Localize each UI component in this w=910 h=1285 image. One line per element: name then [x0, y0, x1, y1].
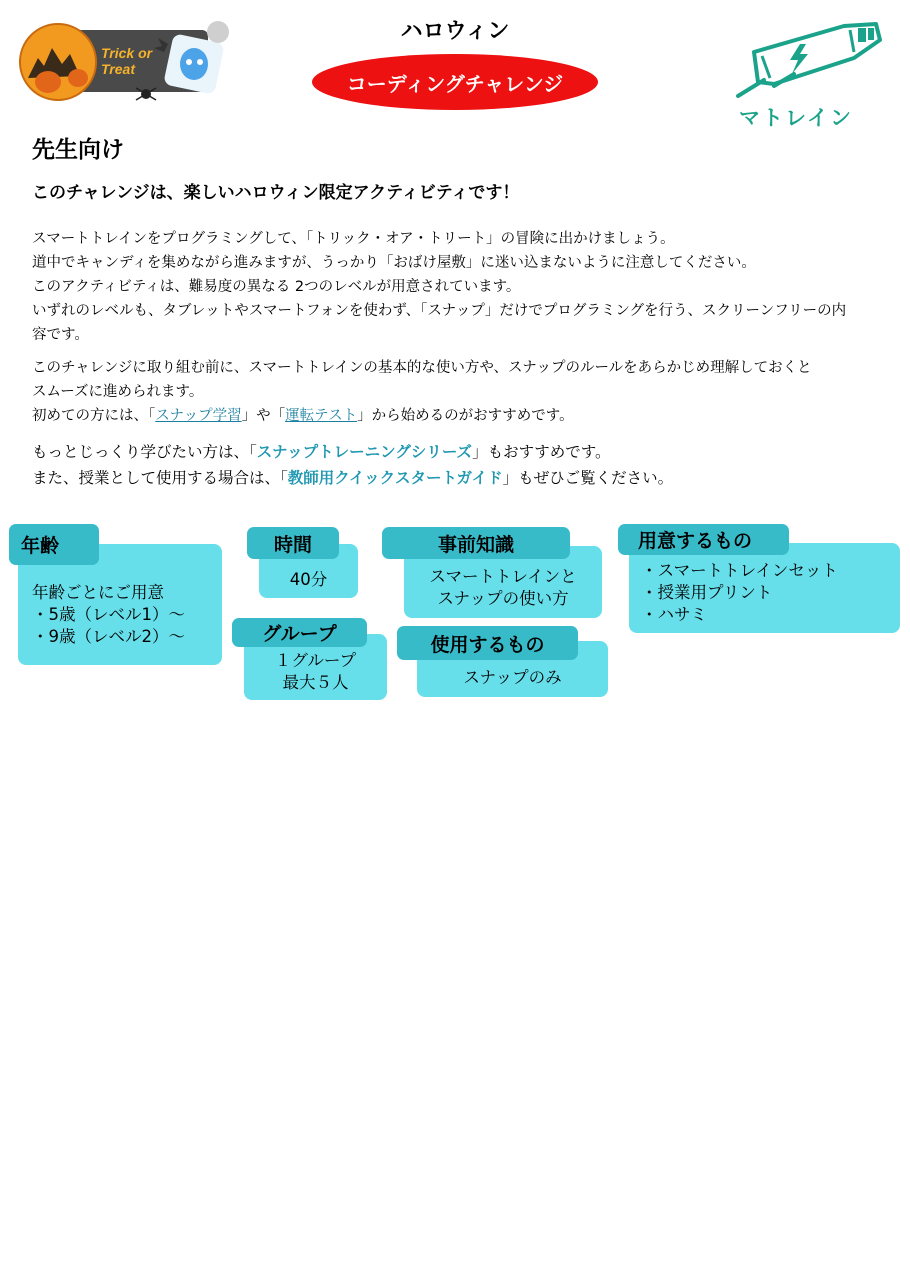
- age-line: 年齢ごとにご用意: [32, 583, 164, 602]
- group-tab: グループ: [232, 618, 367, 647]
- logo-text-1: Trick or: [101, 45, 153, 61]
- prior-knowledge-text: [404, 566, 602, 610]
- intro-paragraph-2: [32, 356, 862, 428]
- prepare-line: ・授業用プリント: [641, 583, 773, 602]
- paragraph-line: [32, 404, 862, 428]
- materials-value: スナップのみ: [463, 668, 562, 687]
- paragraph-line: [32, 465, 862, 491]
- paragraph-line: スマートトレインをプログラミングして、「トリック・オア・トリート」の冒険に出かけましょう。: [32, 231, 675, 247]
- snap-learning-link[interactable]: スナップ学習: [155, 408, 242, 424]
- time-value: 40分: [289, 570, 328, 589]
- intro-paragraph-3: [32, 439, 862, 491]
- driving-test-link[interactable]: 運転テスト: [285, 408, 358, 424]
- group-line: １グループ: [274, 651, 357, 670]
- text-span: 」もおすすめです。: [472, 443, 611, 461]
- lead-text: このチャレンジは、楽しいハロウィン限定アクティビティです！: [32, 183, 520, 203]
- training-series-highlight: スナップトレーニングシリーズ: [256, 443, 473, 461]
- text-span: また、授業として使用する場合は、「: [32, 469, 288, 487]
- time-tab: 時間: [247, 527, 339, 559]
- text-span: 」もぜひご覧ください。: [502, 469, 674, 487]
- materials-tab: 使用するもの: [397, 626, 578, 660]
- prepare-tab: 用意するもの: [618, 524, 789, 555]
- prepare-card-text: [641, 560, 838, 626]
- paragraph-line: このチャレンジに取り組む前に、スマートトレインの基本的な使い方や、スナップのルールをあらかじめ理解しておくと: [32, 360, 812, 376]
- group-card-text: [244, 650, 387, 694]
- text-span: 」から始めるのがおすすめです。: [357, 408, 574, 424]
- group-line: 最大５人: [282, 673, 349, 692]
- paragraph-line: いずれのレベルも、タブレットやスマートフォンを使わず、「スナップ」だけでプログラミングを行う、スクリーンフリーの内: [32, 303, 847, 319]
- page-title: ハロウィン: [400, 19, 510, 44]
- prior-line: スマートトレインと: [429, 567, 577, 586]
- paragraph-line: [32, 439, 862, 465]
- text-span: 」や「: [241, 408, 286, 424]
- brand-name: マトレイン: [739, 106, 853, 130]
- paragraph-line: スムーズに進められます。: [32, 384, 204, 400]
- paragraph-line: 容です。: [32, 327, 89, 343]
- section-heading: 先生向け: [32, 137, 124, 163]
- intro-paragraph-1: [32, 227, 862, 347]
- age-card-text: [32, 582, 185, 648]
- trick-or-treat-logo: [18, 18, 233, 106]
- text-span: もっとじっくり学びたい方は、「: [32, 443, 257, 461]
- prior-line: スナップの使い方: [437, 589, 569, 608]
- prepare-line: ・ハサミ: [641, 605, 707, 624]
- text-span: 初めての方には、「: [32, 408, 156, 424]
- paragraph-line: 道中でキャンディを集めながら進みますが、うっかり「おばけ屋敷」に迷い込まないように注意してください。: [32, 255, 756, 271]
- logo-text-2: Treat: [101, 61, 135, 77]
- prepare-line: ・スマートトレインセット: [641, 561, 838, 580]
- challenge-badge: コーディングチャレンジ: [312, 54, 598, 110]
- prior-knowledge-tab: 事前知識: [382, 527, 570, 559]
- age-line: ・9歳（レベル2）～: [32, 627, 185, 646]
- age-tab: 年齢: [9, 524, 99, 565]
- paragraph-line: このアクティビティは、難易度の異なる 2つのレベルが用意されています。: [32, 279, 521, 295]
- quickstart-guide-highlight: 教師用クイックスタートガイド: [287, 469, 503, 487]
- age-line: ・5歳（レベル1）～: [32, 605, 185, 624]
